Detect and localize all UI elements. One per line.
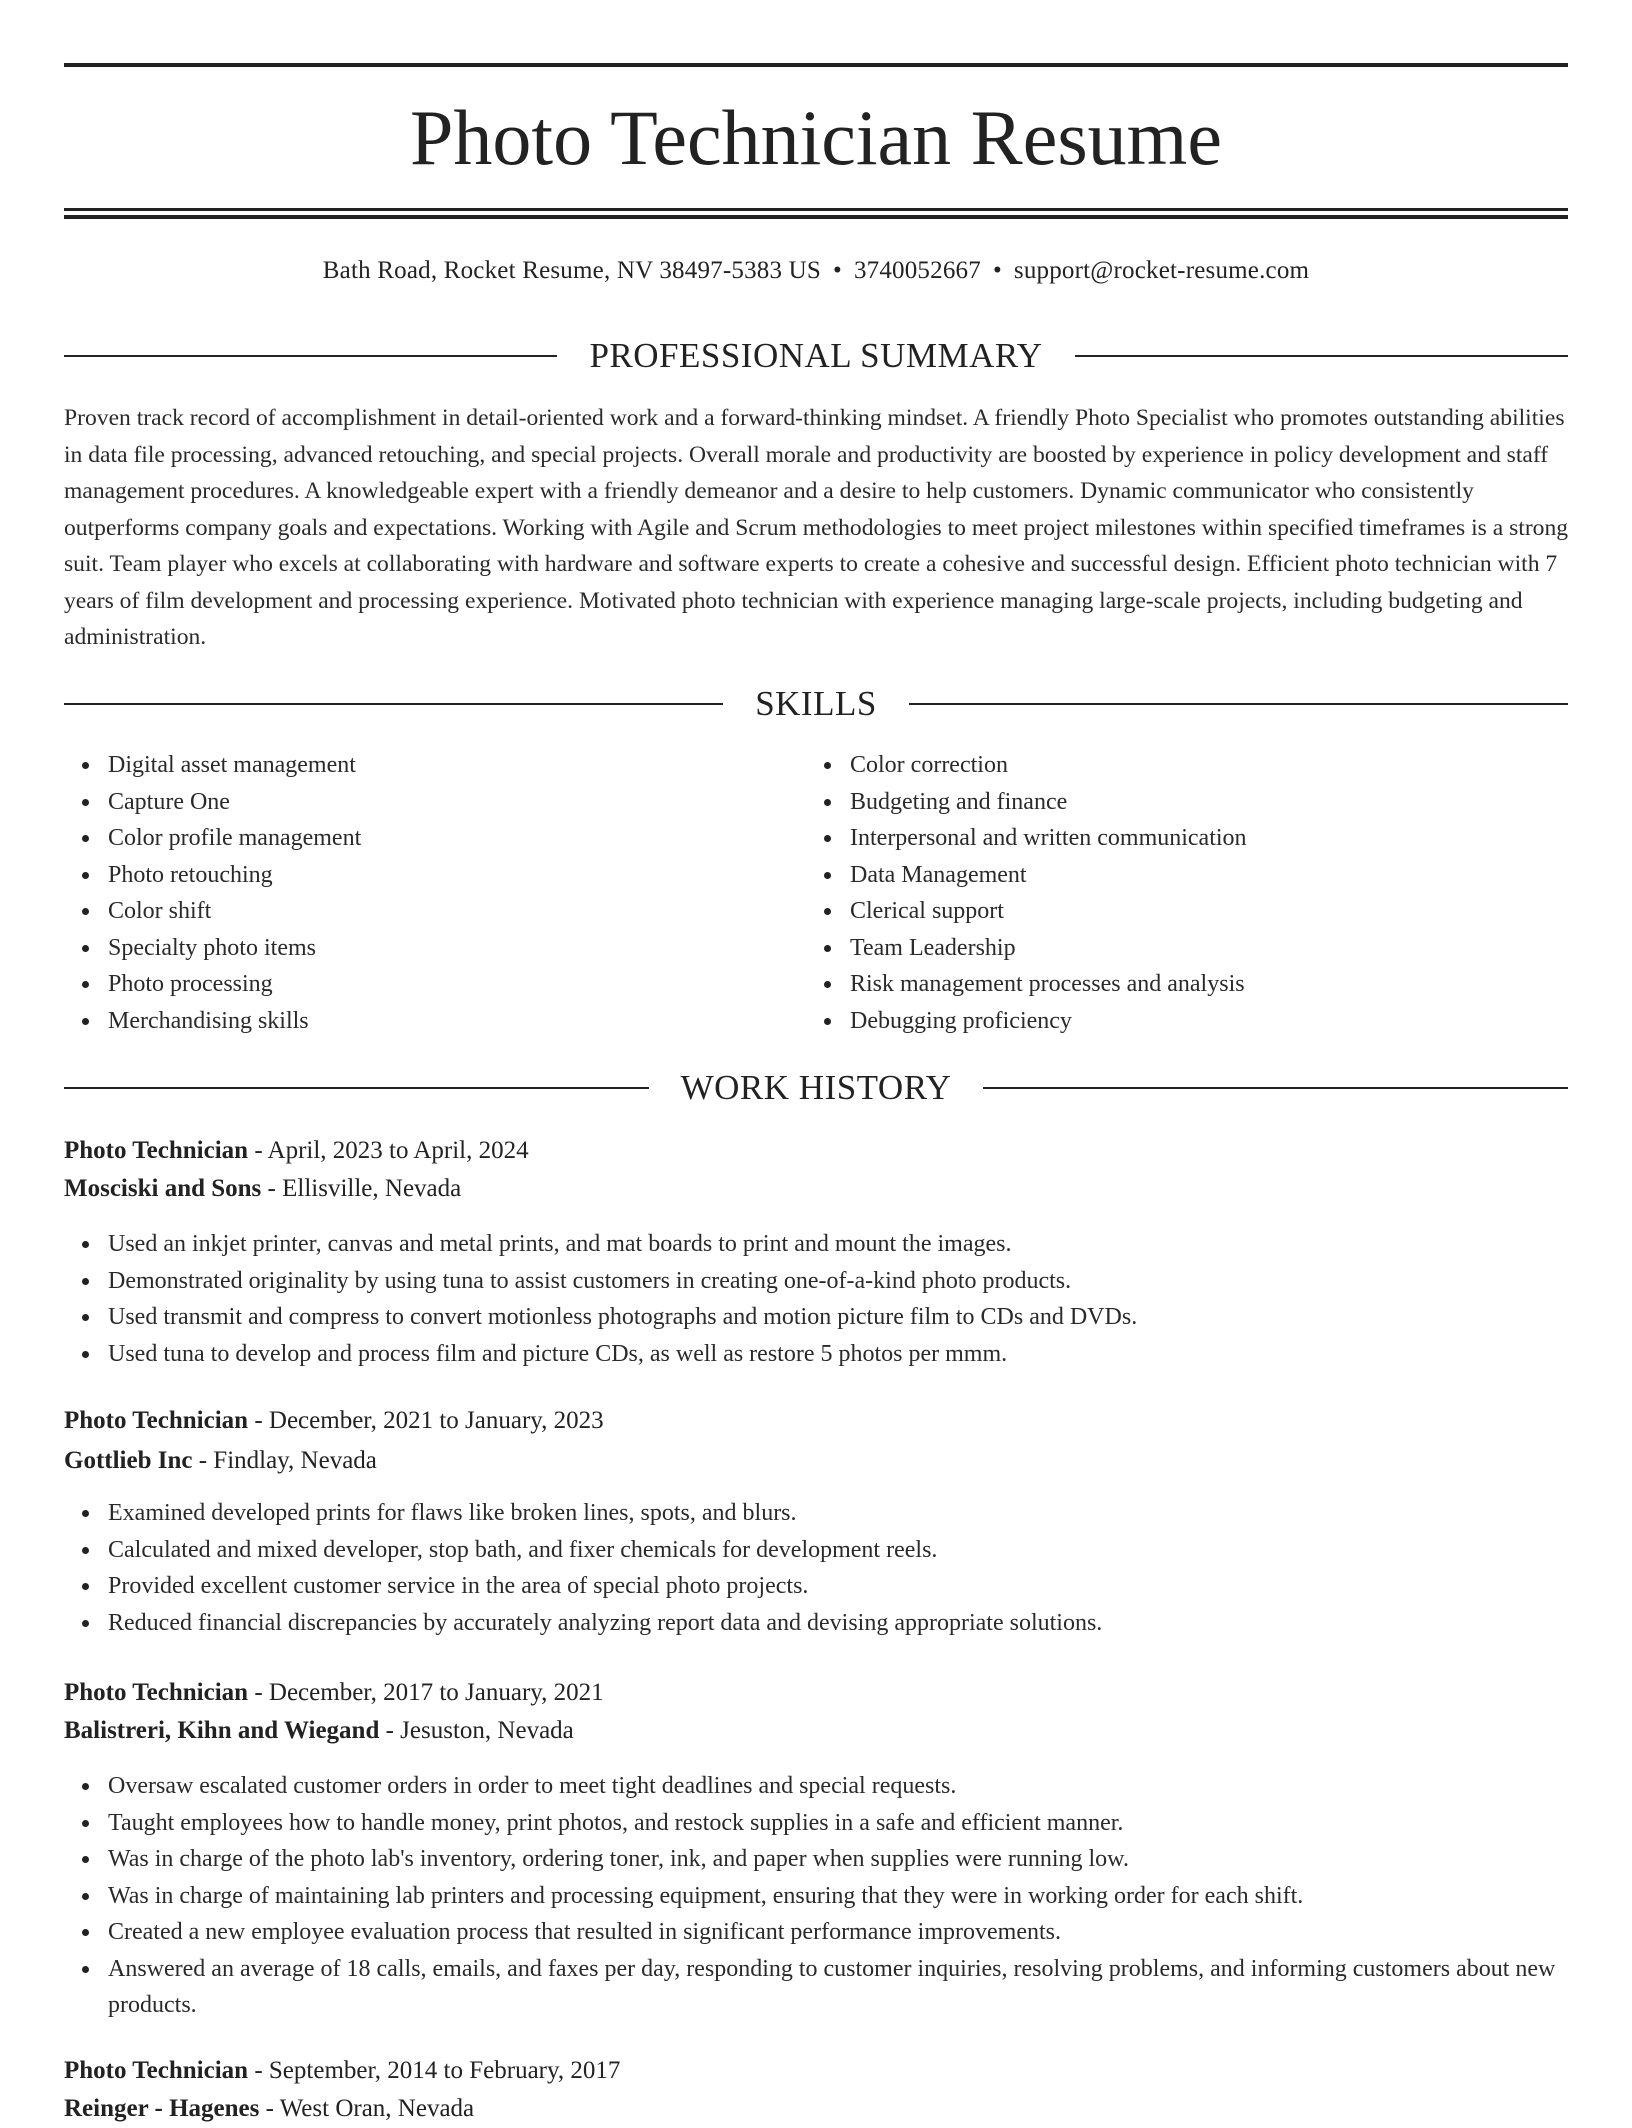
skill-item: Debugging proficiency <box>850 1003 1548 1040</box>
job-company-line <box>64 1170 1568 1208</box>
job-bullet: Calculated and mixed developer, stop bath, and fixer chemicals for development reels. <box>108 1532 1568 1569</box>
job-title: Photo Technician <box>64 1679 249 1706</box>
skills-columns <box>64 747 1568 1039</box>
title-double-rule <box>64 208 1568 219</box>
skill-item: Team Leadership <box>850 930 1548 967</box>
job-bullet: Answered an average of 18 calls, emails, and faxes per day, responding to customer inquiries, resolving problems, and informing customers about new products. <box>108 1951 1568 2024</box>
job-dates: - April, 2023 to April, 2024 <box>248 1137 529 1164</box>
skill-item: Photo retouching <box>108 857 806 894</box>
job-bullet: Demonstrated originality by using tuna to assist customers in creating one-of-a-kind photo products. <box>108 1263 1568 1300</box>
top-rule <box>64 63 1568 67</box>
job-bullet: Was in charge of maintaining lab printers and processing equipment, ensuring that they were in working order for each shift. <box>108 1878 1568 1915</box>
job-bullet: Reduced financial discrepancies by accurately analyzing report data and devising appropriate solutions. <box>108 1605 1568 1642</box>
job-bullet: Provided excellent customer service in the area of special photo projects. <box>108 1568 1568 1605</box>
skills-heading-row <box>64 682 1568 726</box>
divider-line <box>64 355 557 357</box>
job-bullet: Taught employees how to handle money, print photos, and restock supplies in a safe and efficient manner. <box>108 1805 1568 1842</box>
job-bullet: Created a new employee evaluation process that resulted in significant performance improvements. <box>108 1914 1568 1951</box>
skill-item: Capture One <box>108 784 806 821</box>
job-title-line <box>64 1674 1568 1712</box>
job-company-line <box>64 1442 1568 1480</box>
skill-item: Merchandising skills <box>108 1003 806 1040</box>
job-location: - Findlay, Nevada <box>192 1447 377 1474</box>
divider-line <box>64 1087 649 1089</box>
job-title-line <box>64 2052 1568 2090</box>
job-company: Mosciski and Sons <box>64 1175 262 1202</box>
skill-item: Photo processing <box>108 966 806 1003</box>
skill-item: Budgeting and finance <box>850 784 1548 821</box>
summary-heading: PROFESSIONAL SUMMARY <box>589 336 1043 375</box>
job-location: - West Oran, Nevada <box>259 2095 475 2122</box>
job-company: Reinger - Hagenes <box>64 2095 260 2122</box>
skill-item: Specialty photo items <box>108 930 806 967</box>
job-title: Photo Technician <box>64 2057 249 2084</box>
job-company-line <box>64 2090 1568 2128</box>
job-company-line <box>64 1712 1568 1750</box>
job-bullet: Used an inkjet printer, canvas and metal prints, and mat boards to print and mount the images. <box>108 1226 1568 1263</box>
resume-title: Photo Technician Resume <box>410 94 1222 181</box>
skill-item: Color profile management <box>108 820 806 857</box>
skill-item: Color shift <box>108 893 806 930</box>
job-company: Balistreri, Kihn and Wiegand <box>64 1717 380 1744</box>
skills-heading: SKILLS <box>755 684 877 723</box>
job-dates: - December, 2017 to January, 2021 <box>248 1679 604 1706</box>
work-heading-row <box>64 1066 1568 1110</box>
job-location: - Jesuston, Nevada <box>379 1717 574 1744</box>
skill-item: Risk management processes and analysis <box>850 966 1548 1003</box>
skill-item: Digital asset management <box>108 747 806 784</box>
job-bullet: Used transmit and compress to convert motionless photographs and motion picture film to CDs and DVDs. <box>108 1299 1568 1336</box>
job-title: Photo Technician <box>64 1407 249 1434</box>
divider-line <box>909 703 1568 705</box>
work-heading: WORK HISTORY <box>680 1068 952 1107</box>
job-location: - Ellisville, Nevada <box>261 1175 462 1202</box>
skills-list-left <box>64 747 806 1039</box>
job-dates: - September, 2014 to February, 2017 <box>248 2057 621 2084</box>
contact-separator: • <box>832 257 842 284</box>
contact-separator: • <box>992 257 1002 284</box>
divider-line <box>1075 355 1568 357</box>
contact-line <box>64 253 1568 289</box>
job-bullet: Oversaw escalated customer orders in order to meet tight deadlines and special requests. <box>108 1768 1568 1805</box>
skills-list-right <box>806 747 1548 1039</box>
job-bullets <box>64 1226 1568 1372</box>
job-bullets <box>64 1768 1568 2024</box>
divider-line <box>983 1087 1568 1089</box>
job-bullet: Used tuna to develop and process film and picture CDs, as well as restore 5 photos per mmm. <box>108 1336 1568 1373</box>
contact-address: Bath Road, Rocket Resume, NV 38497-5383 US <box>322 257 821 284</box>
contact-phone: 3740052667 <box>853 257 981 284</box>
skill-item: Color correction <box>850 747 1548 784</box>
skill-item: Clerical support <box>850 893 1548 930</box>
skill-item: Interpersonal and written communication <box>850 820 1548 857</box>
job-company: Gottlieb Inc <box>64 1447 193 1474</box>
job-title: Photo Technician <box>64 1137 249 1164</box>
summary-text: Proven track record of accomplishment in detail-oriented work and a forward-thinking mindset. A friendly Photo Specialist who promotes outstanding abilities in data file processing, advanced retouching, and special projects. Overall morale and productivity are boosted by experience in policy development and staff management procedures. A knowledgeable expert with a friendly demeanor and a desire to help customers. Dynamic communicator who consistently outperforms company goals and expectations. Working with Agile and Scrum methodologies to meet project milestones within specified timeframes is a strong suit. Team player who excels at collaborating with hardware and software experts to create a cohesive and successful design. Efficient photo technician with 7 years of film development and processing experience. Motivated photo technician with experience managing large-scale projects, including budgeting and administration. <box>64 405 1569 650</box>
job-bullets <box>64 1495 1568 1641</box>
job-title-line <box>64 1402 1568 1440</box>
job-title-line <box>64 1132 1568 1170</box>
job-dates: - December, 2021 to January, 2023 <box>248 1407 604 1434</box>
summary-heading-row <box>64 334 1568 378</box>
job-bullet: Examined developed prints for flaws like broken lines, spots, and blurs. <box>108 1495 1568 1532</box>
skill-item: Data Management <box>850 857 1548 894</box>
job-bullet: Was in charge of the photo lab's inventory, ordering toner, ink, and paper when supplies were running low. <box>108 1841 1568 1878</box>
contact-email[interactable]: support@rocket-resume.com <box>1013 257 1310 284</box>
divider-line <box>64 703 723 705</box>
